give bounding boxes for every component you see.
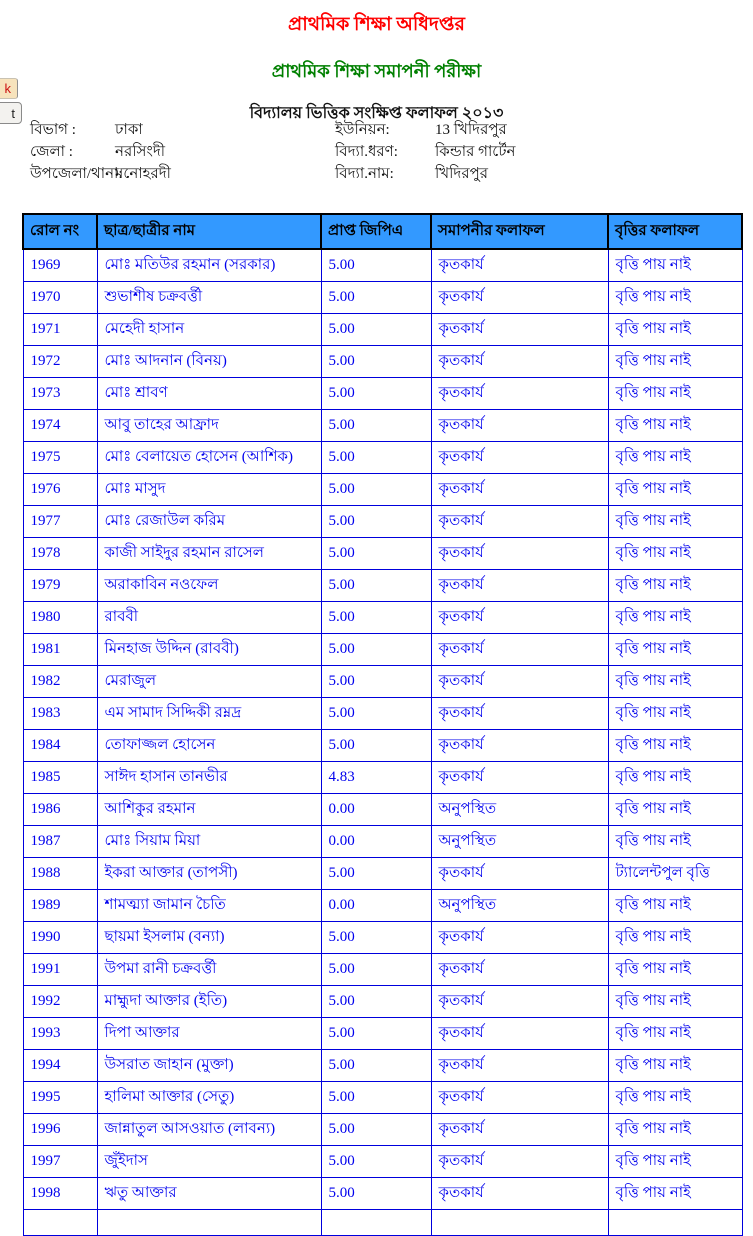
gpa-cell: 5.00 [321,314,431,346]
gpa-cell: 5.00 [321,986,431,1018]
roll-cell: 1993 [23,1018,97,1050]
results-page [0,10,753,1201]
table-row [23,1146,742,1178]
result-cell: কৃতকার্য [431,1146,608,1178]
table-row [23,730,742,762]
name-cell: উসরাত জাহান (মুক্তা) [97,1050,321,1082]
table-row [23,474,742,506]
gpa-cell: 5.00 [321,346,431,378]
table-row [23,986,742,1018]
name-cell: জুঁইদাস [97,1146,321,1178]
scholarship-cell: বৃত্তি পায় নাই [608,794,742,826]
scholarship-cell: বৃত্তি পায় নাই [608,762,742,794]
table-row [23,442,742,474]
result-cell: কৃতকার্য [431,346,608,378]
name-cell: শুভাশীষ চক্রবর্ত্তী [97,282,321,314]
roll-cell: 1995 [23,1082,97,1114]
roll-cell: 1992 [23,986,97,1018]
table-row [23,410,742,442]
union-label: ইউনিয়ন: [335,122,390,138]
roll-cell: 1975 [23,442,97,474]
gpa-cell: 5.00 [321,410,431,442]
org-title: প্রাথমিক শিক্ষা অধিদপ্তর [288,14,465,35]
results-table-body [23,249,742,1236]
table-row [23,922,742,954]
scholarship-cell: বৃত্তি পায় নাই [608,378,742,410]
roll-cell [23,1210,97,1236]
gpa-cell: 5.00 [321,378,431,410]
info-row-upazila-schoolname [0,162,753,184]
scholarship-cell: বৃত্তি পায় নাই [608,442,742,474]
gpa-cell: 5.00 [321,1018,431,1050]
school-info-panel [0,118,753,184]
table-row [23,890,742,922]
result-cell: কৃতকার্য [431,698,608,730]
gpa-cell: 5.00 [321,922,431,954]
roll-cell: 1977 [23,506,97,538]
table-row [23,954,742,986]
roll-cell: 1970 [23,282,97,314]
results-table [22,213,743,1236]
name-cell: মেরাজুল [97,666,321,698]
scholarship-cell: বৃত্তি পায় নাই [608,1050,742,1082]
roll-cell: 1983 [23,698,97,730]
name-cell: হালিমা আক্তার (সেতু) [97,1082,321,1114]
table-row [23,282,742,314]
scholarship-cell: বৃত্তি পায় নাই [608,666,742,698]
table-row [23,314,742,346]
roll-cell: 1998 [23,1178,97,1210]
scholarship-cell: বৃত্তি পায় নাই [608,570,742,602]
school-type-value: কিন্ডার গার্টেন [435,144,516,160]
roll-cell: 1990 [23,922,97,954]
name-cell: মোঃ আদনান (বিনয়) [97,346,321,378]
gpa-cell: 0.00 [321,826,431,858]
name-cell: ঋতু আক্তার [97,1178,321,1210]
result-cell: অনুপস্থিত [431,826,608,858]
gpa-cell: 5.00 [321,1146,431,1178]
name-cell: মোঃ শ্রাবণ [97,378,321,410]
name-cell: আশিকুর রহমান [97,794,321,826]
result-cell: কৃতকার্য [431,538,608,570]
gpa-cell: 5.00 [321,1178,431,1210]
result-cell: কৃতকার্য [431,986,608,1018]
gpa-cell: 5.00 [321,506,431,538]
column-header: ছাত্র/ছাত্রীর নাম [97,214,321,249]
gpa-cell: 5.00 [321,570,431,602]
gpa-cell: 5.00 [321,1050,431,1082]
table-row [23,858,742,890]
table-row [23,762,742,794]
name-cell: মেহেদী হাসান [97,314,321,346]
gpa-cell: 5.00 [321,666,431,698]
scholarship-cell: বৃত্তি পায় নাই [608,730,742,762]
scholarship-cell: বৃত্তি পায় নাই [608,634,742,666]
gpa-cell: 5.00 [321,474,431,506]
gpa-cell: 5.00 [321,442,431,474]
table-row [23,1050,742,1082]
upazila-label: উপজেলা/থানা: [30,166,123,182]
table-row [23,249,742,282]
result-cell: কৃতকার্য [431,1178,608,1210]
roll-cell: 1989 [23,890,97,922]
name-cell: মিনহাজ উদ্দিন (রাববী) [97,634,321,666]
scholarship-cell: বৃত্তি পায় নাই [608,698,742,730]
gpa-cell: 0.00 [321,794,431,826]
name-cell: মাহ্মুদা আক্তার (ইতি) [97,986,321,1018]
table-row [23,378,742,410]
column-header: প্রাপ্ত জিপিএ [321,214,431,249]
info-row-division-union [0,118,753,140]
name-cell: রাববী [97,602,321,634]
result-cell: কৃতকার্য [431,634,608,666]
result-cell: কৃতকার্য [431,314,608,346]
page-header [0,10,753,127]
gpa-cell: 5.00 [321,282,431,314]
column-header: বৃত্তির ফলাফল [608,214,742,249]
roll-cell: 1994 [23,1050,97,1082]
roll-cell: 1980 [23,602,97,634]
back-button-partial[interactable]: k [0,78,18,99]
result-cell: কৃতকার্য [431,762,608,794]
table-row [23,1018,742,1050]
name-cell: আবু তাহের আফ্রাদ [97,410,321,442]
district-label: জেলা : [30,144,73,160]
result-cell: কৃতকার্য [431,570,608,602]
results-table-head [23,214,742,249]
gpa-cell: 5.00 [321,730,431,762]
name-cell: তোফাজ্জল হোসেন [97,730,321,762]
roll-cell: 1976 [23,474,97,506]
column-header: রোল নং [23,214,97,249]
scholarship-cell: ট্যালেন্টপুল বৃত্তি [608,858,742,890]
gpa-cell: 5.00 [321,1082,431,1114]
result-cell: কৃতকার্য [431,410,608,442]
result-cell: কৃতকার্য [431,1082,608,1114]
roll-cell: 1988 [23,858,97,890]
result-cell: কৃতকার্য [431,506,608,538]
roll-cell: 1978 [23,538,97,570]
roll-cell: 1991 [23,954,97,986]
name-cell: এম সামাদ সিদ্দিকী রম্নদ্র [97,698,321,730]
table-row [23,1114,742,1146]
name-cell: মোঃ মাসুদ [97,474,321,506]
info-row-district-schooltype [0,140,753,162]
roll-cell: 1987 [23,826,97,858]
table-row [23,538,742,570]
name-cell: মোঃ সিয়াম মিয়া [97,826,321,858]
table-header-row [23,214,742,249]
scholarship-cell: বৃত্তি পায় নাই [608,1178,742,1210]
scholarship-cell: বৃত্তি পায় নাই [608,474,742,506]
table-row [23,1082,742,1114]
union-value: 13 খিদিরপুর [435,122,507,138]
result-cell: কৃতকার্য [431,282,608,314]
name-cell: শামত্ম্যা জামান চৈতি [97,890,321,922]
school-name-label: বিদ্যা.নাম: [335,166,394,182]
result-cell: অনুপস্থিত [431,890,608,922]
division-label: বিভাগ : [30,122,76,138]
scholarship-cell: বৃত্তি পায় নাই [608,1114,742,1146]
upazila-value: মনোহরদী [115,166,171,182]
scholarship-cell: বৃত্তি পায় নাই [608,538,742,570]
column-header: সমাপনীর ফলাফল [431,214,608,249]
result-cell: কৃতকার্য [431,730,608,762]
scholarship-cell: বৃত্তি পায় নাই [608,506,742,538]
name-cell [97,1210,321,1236]
gpa-cell: 4.83 [321,762,431,794]
report-title: বিদ্যালয় ভিত্তিক সংক্ষিপ্ত ফলাফল ২০১৩ [249,105,504,122]
roll-cell: 1985 [23,762,97,794]
roll-cell: 1996 [23,1114,97,1146]
gpa-cell: 5.00 [321,249,431,282]
scholarship-cell [608,1210,742,1236]
district-value: নরসিংদী [115,144,166,160]
name-cell: মোঃ মতিউর রহমান (সরকার) [97,249,321,282]
roll-cell: 1971 [23,314,97,346]
scholarship-cell: বৃত্তি পায় নাই [608,282,742,314]
table-row [23,602,742,634]
scholarship-cell: বৃত্তি পায় নাই [608,410,742,442]
roll-cell: 1973 [23,378,97,410]
table-row [23,1210,742,1236]
result-cell: কৃতকার্য [431,474,608,506]
scholarship-cell: বৃত্তি পায় নাই [608,249,742,282]
exam-title: প্রাথমিক শিক্ষা সমাপনী পরীক্ষা [271,61,482,81]
gpa-cell: 5.00 [321,698,431,730]
result-cell: কৃতকার্য [431,378,608,410]
gpa-cell [321,1210,431,1236]
name-cell: মোঃ রেজাউল করিম [97,506,321,538]
scholarship-cell: বৃত্তি পায় নাই [608,1018,742,1050]
print-button-partial[interactable]: t [0,102,22,124]
result-cell: কৃতকার্য [431,249,608,282]
scholarship-cell: বৃত্তি পায় নাই [608,1082,742,1114]
name-cell: দিপা আক্তার [97,1018,321,1050]
gpa-cell: 5.00 [321,954,431,986]
name-cell: ইকরা আক্তার (তাপসী) [97,858,321,890]
scholarship-cell: বৃত্তি পায় নাই [608,1146,742,1178]
table-row [23,826,742,858]
table-row [23,698,742,730]
roll-cell: 1984 [23,730,97,762]
roll-cell: 1982 [23,666,97,698]
table-row [23,634,742,666]
name-cell: মোঃ বেলায়েত হোসেন (আশিক) [97,442,321,474]
roll-cell: 1969 [23,249,97,282]
result-cell: অনুপস্থিত [431,794,608,826]
scholarship-cell: বৃত্তি পায় নাই [608,922,742,954]
table-row [23,570,742,602]
result-cell: কৃতকার্য [431,858,608,890]
table-row [23,666,742,698]
result-cell: কৃতকার্য [431,922,608,954]
scholarship-cell: বৃত্তি পায় নাই [608,890,742,922]
scholarship-cell: বৃত্তি পায় নাই [608,826,742,858]
division-value: ঢাকা [115,122,143,138]
scholarship-cell: বৃত্তি পায় নাই [608,602,742,634]
name-cell: সাঈদ হাসান তানভীর [97,762,321,794]
roll-cell: 1979 [23,570,97,602]
gpa-cell: 0.00 [321,890,431,922]
name-cell: জান্নাতুল আসওয়াত (লাবন্য) [97,1114,321,1146]
roll-cell: 1997 [23,1146,97,1178]
table-row [23,1178,742,1210]
result-cell: কৃতকার্য [431,666,608,698]
result-cell: কৃতকার্য [431,602,608,634]
roll-cell: 1974 [23,410,97,442]
table-row [23,346,742,378]
result-cell: কৃতকার্য [431,1018,608,1050]
roll-cell: 1981 [23,634,97,666]
roll-cell: 1972 [23,346,97,378]
gpa-cell: 5.00 [321,538,431,570]
table-row [23,794,742,826]
roll-cell: 1986 [23,794,97,826]
scholarship-cell: বৃত্তি পায় নাই [608,346,742,378]
school-name-value: খিদিরপুর [435,166,488,182]
scholarship-cell: বৃত্তি পায় নাই [608,314,742,346]
result-cell: কৃতকার্য [431,1114,608,1146]
name-cell: উপমা রানী চক্রবর্ত্তী [97,954,321,986]
result-cell: কৃতকার্য [431,442,608,474]
result-cell: কৃতকার্য [431,954,608,986]
result-cell: কৃতকার্য [431,1050,608,1082]
name-cell: ছায়মা ইসলাম (বন্যা) [97,922,321,954]
gpa-cell: 5.00 [321,602,431,634]
name-cell: কাজী সাইদুর রহমান রাসেল [97,538,321,570]
school-type-label: বিদ্যা.ধরণ: [335,144,398,160]
gpa-cell: 5.00 [321,634,431,666]
gpa-cell: 5.00 [321,1114,431,1146]
table-row [23,506,742,538]
name-cell: অরাকাবিন নওফেল [97,570,321,602]
scholarship-cell: বৃত্তি পায় নাই [608,954,742,986]
scholarship-cell: বৃত্তি পায় নাই [608,986,742,1018]
gpa-cell: 5.00 [321,858,431,890]
result-cell [431,1210,608,1236]
